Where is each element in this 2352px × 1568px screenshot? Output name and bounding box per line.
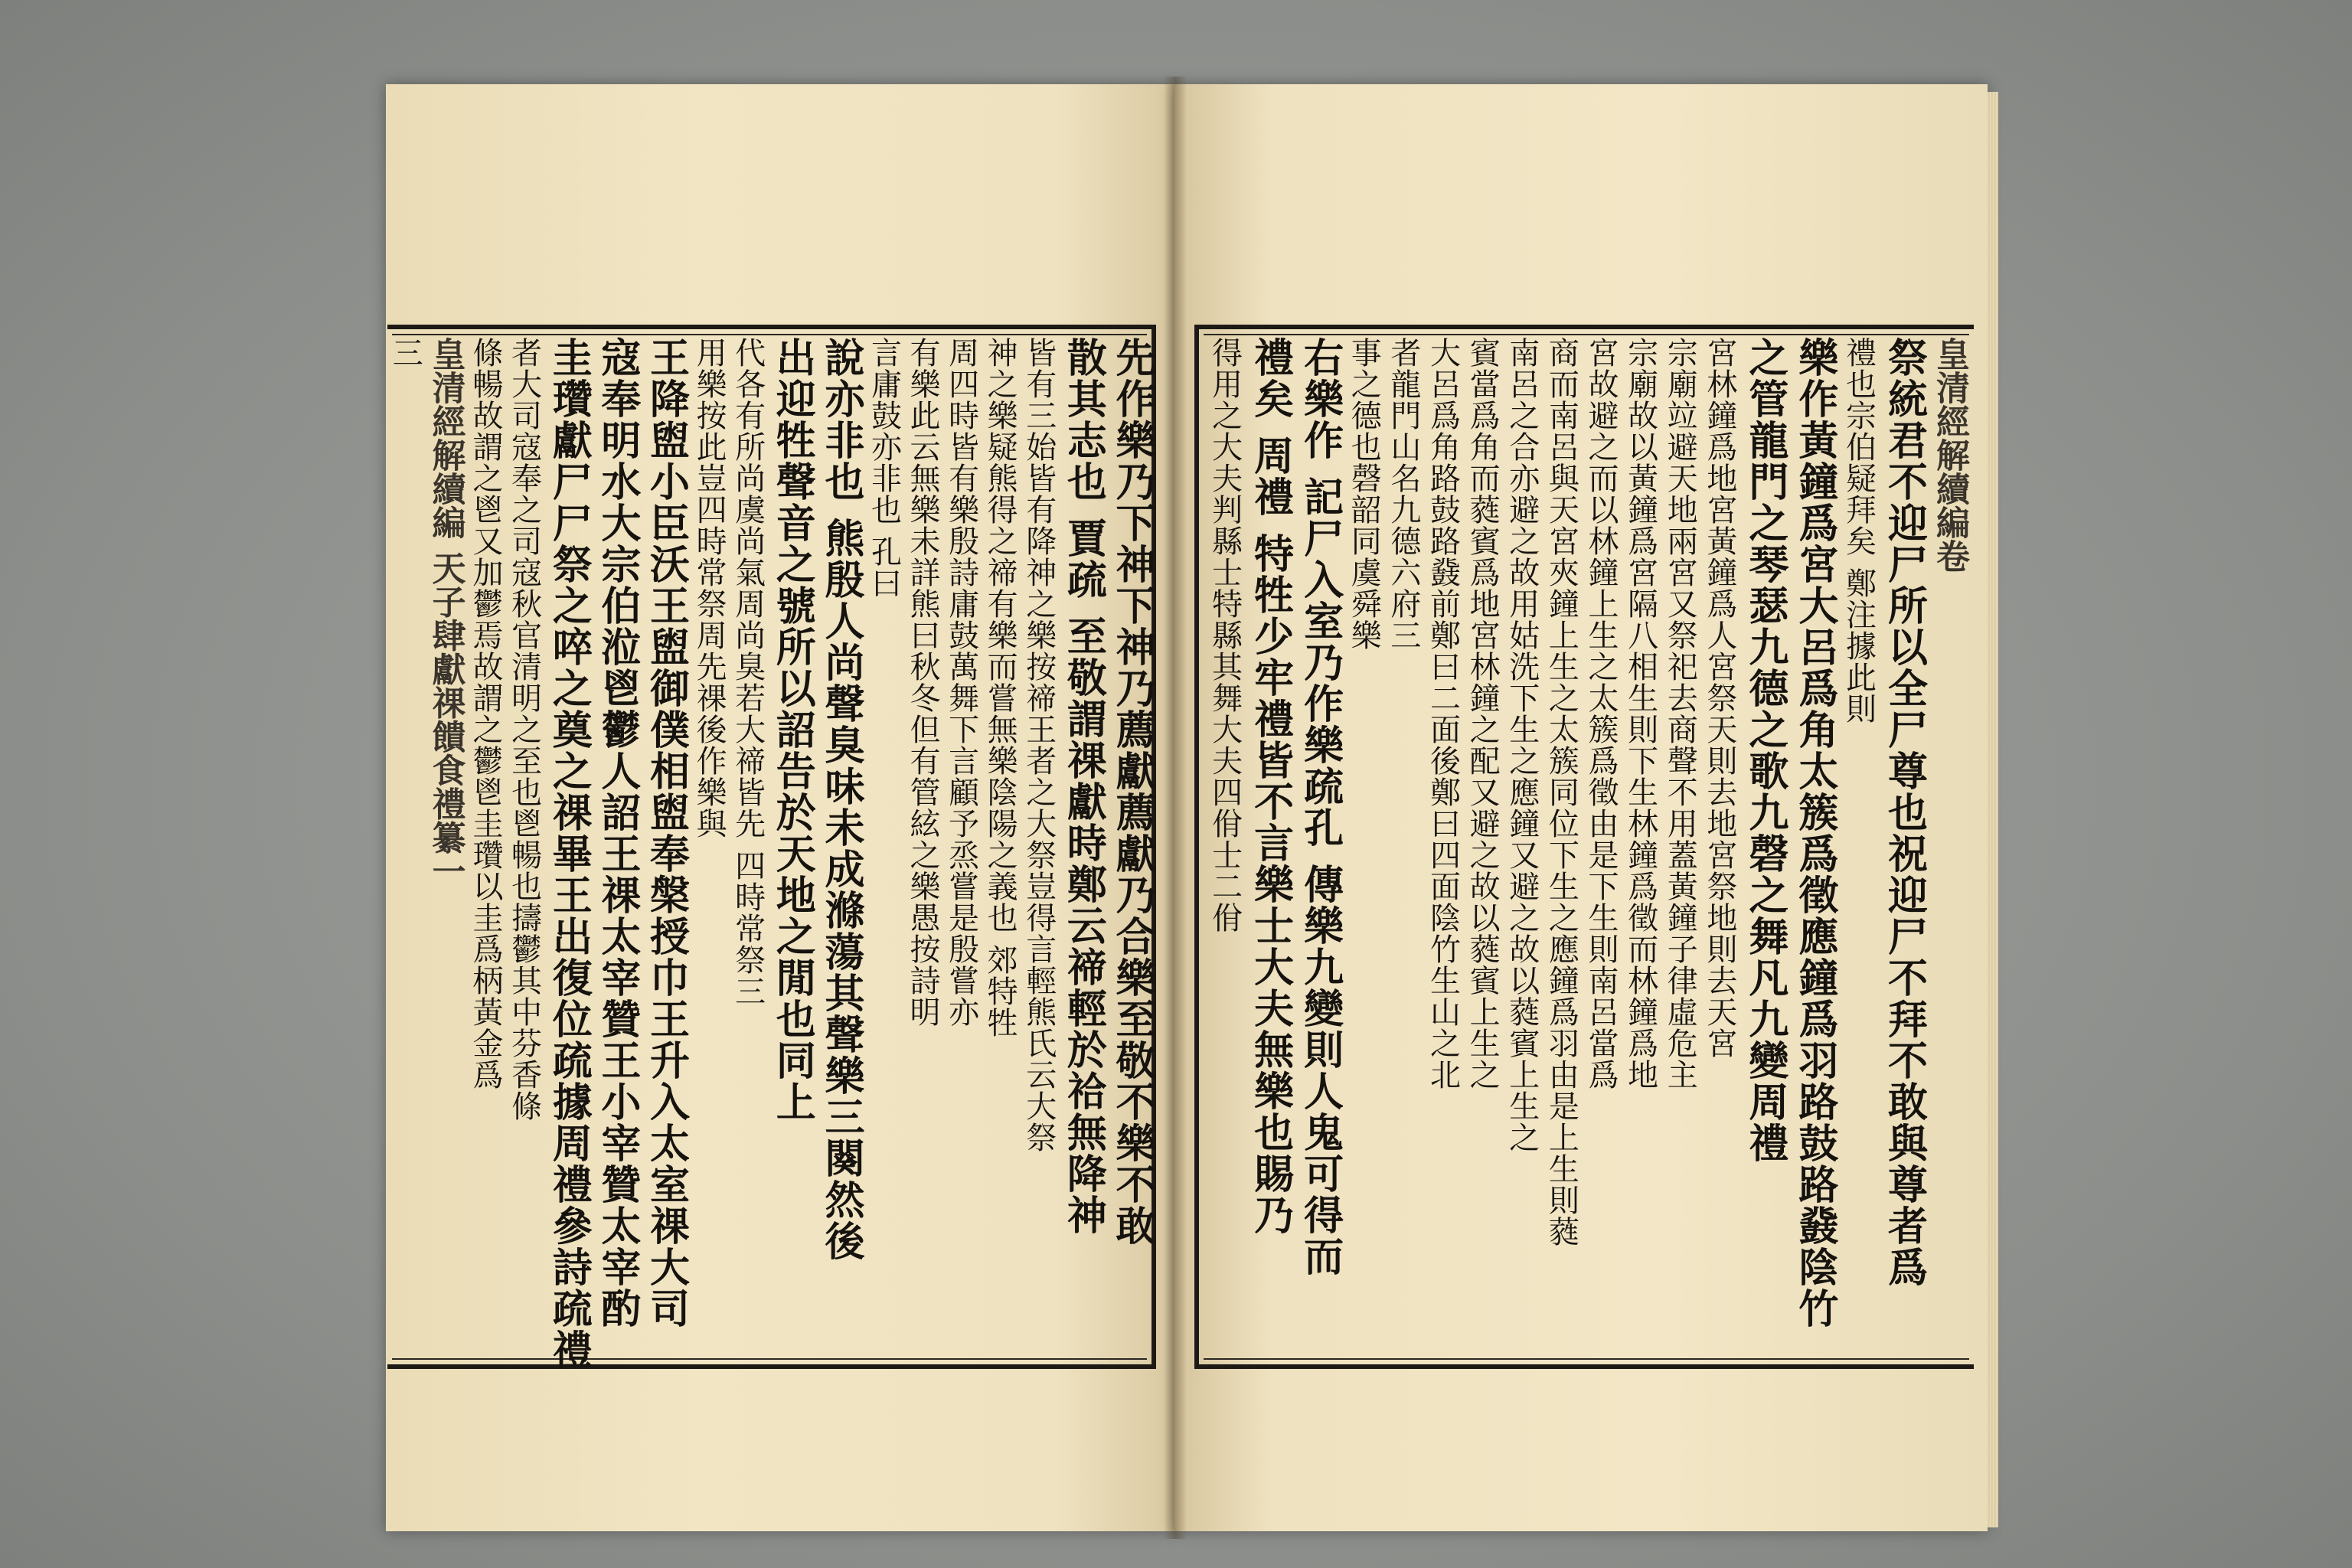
left-text-columns (387, 337, 1155, 1370)
right-text-column: 得用之大夫判縣士特縣其舞大夫四佾士二佾 (1207, 337, 1243, 933)
right-text-column: 右樂作 記尸入室乃作樂疏孔 傳樂九變則人鬼可得而 (1296, 337, 1344, 1278)
right-text-columns (1200, 337, 1969, 1355)
left-text-column: 皇清經解續編 天子肆獻祼饋食禮纂一 (426, 337, 466, 888)
right-text-column: 宮故避之而以林鐘上生之太簇爲徵由是下生則南呂當爲 (1583, 337, 1619, 1090)
left-text-column: 三 (387, 337, 423, 368)
right-text-column: 宮林鐘爲地宮黃鐘爲人宮祭天則去地宮祭地則去天宮 (1701, 337, 1737, 1059)
right-text-column: 皇清經解續編卷 (1930, 337, 1969, 573)
left-text-column: 神之樂疑熊得之禘有樂而嘗無樂陰陽之義也 郊特牲 (982, 337, 1018, 1038)
left-text-column: 周四時皆有樂殷詩庸鼓萬舞下言顧予烝嘗是殷嘗亦 (943, 337, 979, 1027)
right-text-column: 禮矣 周禮 特牲少牢禮皆不言樂士大夫無樂也賜乃 (1246, 337, 1294, 1236)
right-text-column: 宗廟故以黃鐘爲宮隔八相生則下生林鐘爲徵而林鐘爲地 (1622, 337, 1658, 1090)
right-text-column: 禮也宗伯疑拜矣 鄭注據此則 (1841, 337, 1877, 724)
right-text-column: 樂作黃鐘爲宮大呂爲角太簇爲徵應鐘爲羽路鼓路鼗陰竹 (1791, 337, 1838, 1329)
right-text-column: 宗廟竝避天地兩宮又祭祀去商聲不用蓋黃鐘子律虛危主 (1662, 337, 1698, 1090)
left-text-column: 圭瓚獻尸尸祭之啐之奠之祼畢王出復位疏據周禮參詩疏禮 (545, 337, 593, 1370)
right-text-column: 大呂爲角路鼓路鼗前鄭曰二面後鄭曰四面陰竹生山之北 (1425, 337, 1461, 1090)
right-text-column: 祭統君不迎尸所以全尸尊也祝迎尸不拜不敢與尊者爲 (1880, 337, 1928, 1288)
left-text-column: 王降盥小臣沃王盥御僕相盥奉槃授巾王升入太室祼大司 (642, 337, 690, 1329)
right-text-column: 之管龍門之琴瑟九德之歌九磬之舞凡九變周禮 (1741, 337, 1788, 1164)
left-text-column: 用樂按此豈四時常祭周先祼後作樂與 (691, 337, 727, 839)
right-text-column: 商而南呂與天宮夾鐘上生之太簇同位下生之應鐘爲羽由是上生則蕤 (1544, 337, 1579, 1247)
right-text-column: 賓當爲角而蕤賓爲地宮林鐘之配又避之故以蕤賓上生之 (1465, 337, 1501, 1090)
left-text-column: 者大司寇奉之司寇秋官清明之至也鬯暢也擣鬱其中芬香條 (506, 337, 542, 1122)
left-text-column: 言庸鼓亦非也 孔曰 (866, 337, 902, 599)
book-gutter (1164, 77, 1187, 1539)
left-text-column: 代各有所尚虞尚氣周尚臭若大禘皆先 四時常祭三 (730, 337, 766, 1007)
left-text-column: 寇奉明水大宗伯涖鬯鬱人詔王祼太宰贊王小宰贊太宰酌 (593, 337, 641, 1329)
left-text-column: 說亦非也 熊殷人尚聲臭味未成滌蕩其聲樂三闋然後 (817, 337, 864, 1263)
right-text-column: 事之德也磬韶同虞舜樂 (1346, 337, 1382, 651)
left-text-column: 有樂此云無樂未詳熊曰秋冬但有管絃之樂愚按詩明 (905, 337, 941, 1027)
left-text-column: 出迎牲聲音之號所以詔告於天地之閒也同上 (769, 337, 816, 1122)
left-text-column: 皆有三始皆有降神之樂按禘王者之大祭豈得言輕熊氏云大祭 (1021, 337, 1057, 1153)
right-text-column: 南呂之合亦避之故用姑洗下生之應鐘又避之故以蕤賓上生之 (1504, 337, 1540, 1153)
left-text-column: 條暢故謂之鬯又加鬱焉故謂之鬱鬯圭瓚以圭爲柄黃金爲 (468, 337, 504, 1090)
page-edges (1988, 92, 1998, 1527)
left-text-column: 先作樂乃下神下神乃薦獻薦獻乃合樂至敬不樂不敢 (1109, 337, 1155, 1246)
right-text-column: 者龍門山名九德六府三 (1385, 337, 1421, 651)
left-text-column: 散其志也 賈疏 至敬謂祼獻時鄭云禘輕於祫無降神 (1060, 337, 1107, 1236)
